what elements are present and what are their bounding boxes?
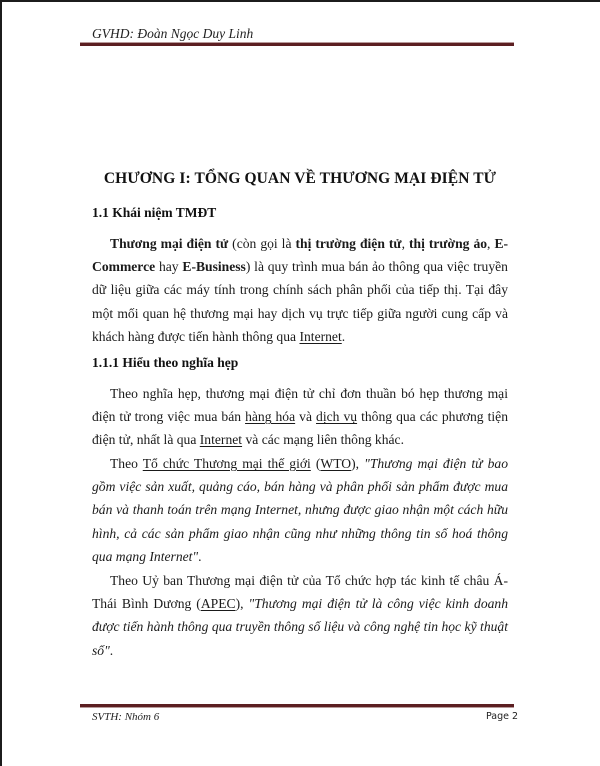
page-border-top [0,0,600,2]
hyperlink[interactable]: WTO [320,456,352,471]
section-heading-1-1: 1.1 Khái niệm TMĐT [92,205,217,220]
text-run: . [341,328,346,344]
footer-students: SVTH: Nhóm 6 [92,711,160,723]
hyperlink[interactable]: hàng hóa [245,409,296,425]
text-run: Theo nghĩa hẹp, thương mại điện tử chỉ đơn thuần bó hẹp thương mại điện tử trong việc mua bán [92,386,508,425]
text-run: (còn gọi là [228,236,296,251]
text-run: . [198,548,202,564]
header-rule-thick [80,43,514,46]
hyperlink[interactable]: Internet [199,432,243,448]
text-run: , [401,236,409,251]
footer-rule [80,704,514,708]
text-run: ), [235,596,249,612]
text-run: và [295,409,317,425]
text-run: thông qua các phương tiện điện tử, nhất là qua [92,409,508,448]
paragraph-wto-definition [92,452,508,568]
hyperlink[interactable]: Internet [299,328,342,344]
text-run: . [109,642,114,658]
header-instructor: GVHD: Đoàn Ngọc Duy Linh [92,26,254,41]
text-run: ( [310,456,321,471]
text-run: hay [155,259,183,275]
paragraph-apec-definition [92,569,508,662]
text-run: ), [351,456,365,471]
text-run: và các mạng liên thông khác. [242,432,404,448]
bold-term: E-Business [182,259,246,275]
page-border-left [0,0,2,766]
bold-term: E-Commerce [92,236,509,275]
quoted-definition: "Thương mại điện tử là công việc kinh doanh được tiến hành thông qua truyền thông số liệu và công nghệ tin học kỹ thuật số" [92,596,509,658]
hyperlink[interactable]: APEC [200,596,236,612]
text-run: ) là quy trình mua bán ảo thông qua việc truyền dữ liệu giữa các máy tính trong chính sách phân phối của tiếp thị. Tại đây một mối quan hệ thương mại hay dịch vụ trực tiếp giữa người cung cấp và khách hàng được tiến hành thông qua [92,259,508,344]
text-run: , [487,236,495,251]
text-run: Theo Uỷ ban Thương mại điện tử của Tổ chức hợp tác kinh tế châu Á-Thái Bình Dương ( [92,573,508,612]
chapter-title: CHƯƠNG I: TỔNG QUAN VỀ THƯƠNG MẠI ĐIỆN TỬ [103,170,497,187]
quoted-definition: "Thương mại điện tử bao gồm việc sản xuất, quảng cáo, bán hàng và phân phối sản phẩm được mua bán và thanh toán trên mạng Internet, nhưng được giao nhận một cách hữu hình, cả các sản phẩm giao nhận cũng như những thông tin số hoá thông qua mạng Internet" [92,456,508,564]
section-heading-1-1-1: 1.1.1 Hiểu theo nghĩa hẹp [92,355,239,370]
bold-term: thị trường ảo [408,236,488,251]
header-rule [80,42,514,46]
footer-page-number: Page 2 [486,711,519,722]
bold-term: Thương mại điện tử [110,236,229,251]
text-run: Theo [110,456,143,471]
footer-rule-thin [80,707,514,708]
hyperlink[interactable]: Tổ chức Thương mại thế giới [142,456,311,471]
bold-term: thị trường điện tử [295,236,402,251]
paragraph-definition [92,232,508,348]
hyperlink[interactable]: dịch vụ [316,409,358,425]
paragraph-narrow-sense [92,382,508,452]
